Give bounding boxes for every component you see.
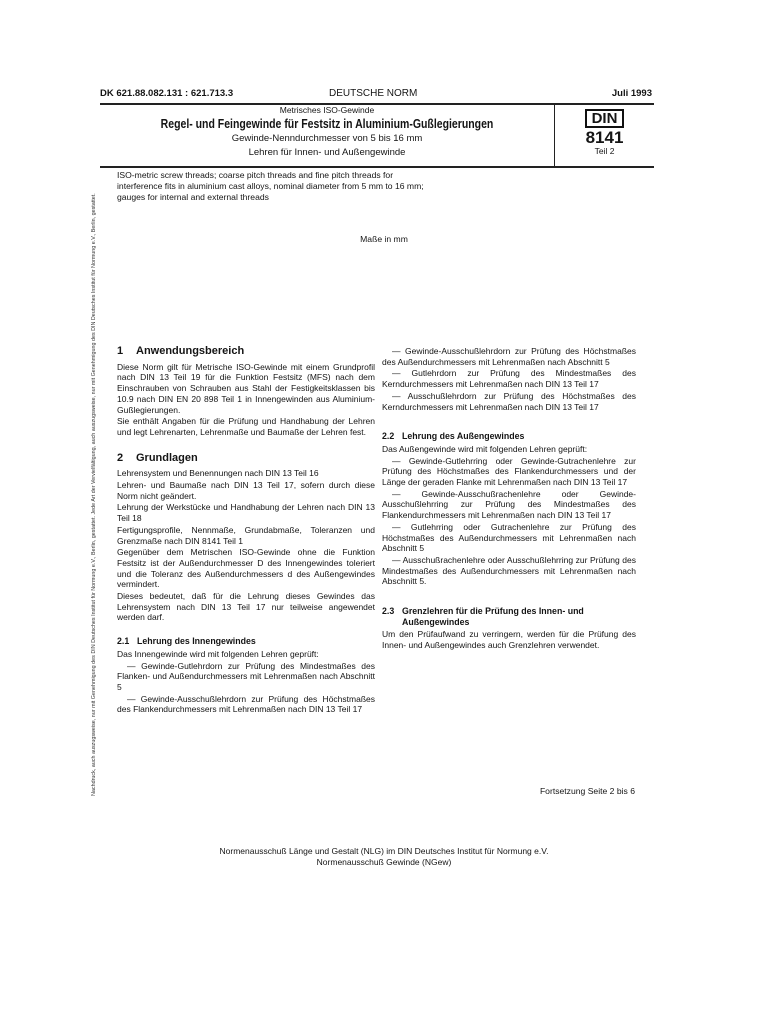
list-item: — Gewinde-Ausschußlehrdorn zur Prüfung des Höchstmaßes des Flankendurchmessers mit Lehrenmaßen nach DIN 13 Teil 17 — [117, 693, 375, 715]
section-heading-2 — [117, 453, 375, 464]
title-line-3: Lehren für Innen- und Außengewinde — [248, 146, 406, 158]
section-heading-2-2 — [382, 431, 636, 442]
paragraph: Das Innengewinde wird mit folgenden Lehren geprüft: — [117, 648, 319, 659]
paragraph: Lehrensystem und Benennungen nach DIN 13 Teil 16 — [117, 468, 319, 479]
norm-label: DEUTSCHE NORM — [329, 88, 418, 99]
right-column — [382, 346, 636, 652]
copyright-side-note: Nachdruck, auch auszugsweise, nur mit Genehmigung des DIN Deutsches Institut für Normung e.V., Berlin, gestattet. Jede Art der Vervielfältigung, auch auszugsweise, nur mit Genehmigung des DIN Deutsches Institut für Normung e.V., Berlin, gestattet. — [91, 193, 97, 796]
english-title-line: interference fits in aluminium cast alloys, nominal diameter from 5 mm to 16 mm; — [117, 181, 424, 191]
list-item: — Gewinde-Ausschußlehrdorn zur Prüfung des Höchstmaßes des Außendurchmessers mit Lehrenmaßen nach Abschnitt 5 — [382, 346, 636, 367]
footer-line: Normenausschuß Gewinde (NGew) — [316, 857, 452, 867]
paragraph: Diese Norm gilt für Metrische ISO-Gewinde mit einem Grundprofil nach DIN 13 Teil 19 für die Funktion Festsitz (MFS) nach dem Einschrauben von Schrauben aus Stahl der Festigkeitsklassen bis 10.9 nach DIN EN 20 898 Teil 1 in Innengewinden aus Aluminium-Gußlegierungen. — [117, 361, 375, 415]
title-overline: Metrisches ISO-Gewinde — [279, 105, 375, 115]
section-number: 2 — [117, 451, 124, 464]
section-title: Lehrung des Außengewindes — [402, 431, 525, 442]
section-title: Anwendungsbereich — [136, 345, 245, 357]
paragraph: Lehren- und Baumaße nach DIN 13 Teil 17, sofern durch diese Norm nicht geändert. — [117, 480, 375, 501]
paragraph: Lehrung der Werkstücke und Handhabung der Lehren nach DIN 13 Teil 18 — [117, 502, 375, 524]
paragraph: Um den Prüfaufwand zu verringern, werden für die Prüfung des Innen- und Außengewindes auch Grenzlehren verwendet. — [382, 629, 636, 651]
paragraph: Fertigungsprofile, Nennmaße, Grundabmaße, Toleranzen und Grenzmaße nach DIN 8141 Teil 1 — [117, 524, 375, 546]
list-item: — Ausschußrachenlehre oder Ausschußlehrring zur Prüfung des Mindestmaßes des Außendurchmessers mit Lehrenmaßen nach Abschnitt 5. — [382, 554, 636, 587]
section-heading-2-3 — [382, 606, 636, 627]
din-number: 8141 — [585, 128, 624, 147]
section-heading-1 — [117, 346, 375, 357]
section-title: Lehrung des Innengewindes — [137, 636, 256, 647]
english-title — [117, 170, 517, 203]
english-title-line: gauges for internal and external threads — [117, 192, 269, 202]
section-number: 2.1 — [117, 636, 130, 647]
din-number-block — [555, 104, 654, 166]
section-heading-2-1 — [117, 636, 375, 647]
document-title: Regel- und Feingewinde für Festsitz in Aluminium-Gußlegierungen — [160, 117, 494, 131]
section-number: 2.2 — [382, 431, 395, 442]
section-title: Grenzlehren für die Prüfung des Innen- und Außengewindes — [402, 606, 584, 627]
paragraph: Das Außengewinde wird mit folgenden Lehren geprüft: — [382, 443, 588, 454]
paragraph: Dieses bedeutet, daß für die Lehrung dieses Gewindes das Lehrensystem nach DIN 13 Teil 17 nur teilweise angewendet werden darf. — [117, 591, 375, 623]
footer-line: Normenausschuß Länge und Gestalt (NLG) im DIN Deutsches Institut für Normung e.V. — [219, 846, 549, 856]
list-item: — Gewinde-Ausschußrachenlehre oder Gewinde-Ausschußlehrring zur Prüfung des Mindestmaßes des Flankendurchmessers mit Lehrenmaßen nach DIN 13 Teil 17 — [382, 488, 636, 521]
list-item: — Gutlehrdorn zur Prüfung des Mindestmaßes des Kerndurchmessers mit Lehrenmaßen nach DIN 13 Teil 17 — [382, 368, 636, 390]
title-line-2: Gewinde-Nenndurchmesser von 5 bis 16 mm — [231, 133, 423, 144]
list-item: — Ausschußlehrdorn zur Prüfung des Höchstmaßes des Kerndurchmessers mit Lehrenmaßen nach DIN 13 Teil 17 — [382, 390, 636, 412]
dk-classification: DK 621.88.082.131 : 621.713.3 — [100, 88, 234, 99]
continuation-note: Fortsetzung Seite 2 bis 6 — [539, 786, 635, 796]
paragraph: Sie enthält Angaben für die Prüfung und Handhabung der Lehren und legt Lehrenarten, Lehrenmaße und Baumaße der Lehren fest. — [117, 416, 375, 437]
din-logo: DIN — [585, 109, 625, 128]
section-number: 1 — [117, 345, 124, 357]
section-title: Grundlagen — [136, 451, 198, 464]
paragraph: Gegenüber dem Metrischen ISO-Gewinde ohne die Funktion Festsitz ist der Außendurchmesser D des Innengewindes toleriert und die Toleranz des Außendurchmessers d des Außengewindes vermindert. — [117, 547, 375, 590]
left-column — [117, 346, 375, 716]
title-bottom-rule — [100, 166, 654, 168]
list-item: — Gewinde-Gutlehrring oder Gewinde-Gutrachenlehre zur Prüfung des Höchstmaßes des Flankendurchmessers und der Länge der geraden Flanke mit Lehrenmaßen nach DIN 13 Teil 17 — [382, 455, 636, 488]
title-block — [100, 104, 555, 166]
din-part: Teil 2 — [594, 146, 615, 156]
section-number: 2.3 — [382, 606, 395, 617]
publication-date: Juli 1993 — [611, 88, 652, 99]
footer — [0, 846, 768, 868]
list-item: — Gewinde-Gutlehrdorn zur Prüfung des Mindestmaßes des Flanken- und Außendurchmessers mit Lehrenmaßen nach Abschnitt 5 — [117, 660, 375, 692]
measure-note: Maße in mm — [360, 234, 408, 244]
document-header — [100, 88, 652, 102]
english-title-line: ISO-metric screw threads; coarse pitch threads and fine pitch threads for — [117, 170, 394, 180]
list-item: — Gutlehrring oder Gutrachenlehre zur Prüfung des Höchstmaßes des Außendurchmessers mit Lehrenmaßen nach Abschnitt 5 — [382, 521, 636, 554]
